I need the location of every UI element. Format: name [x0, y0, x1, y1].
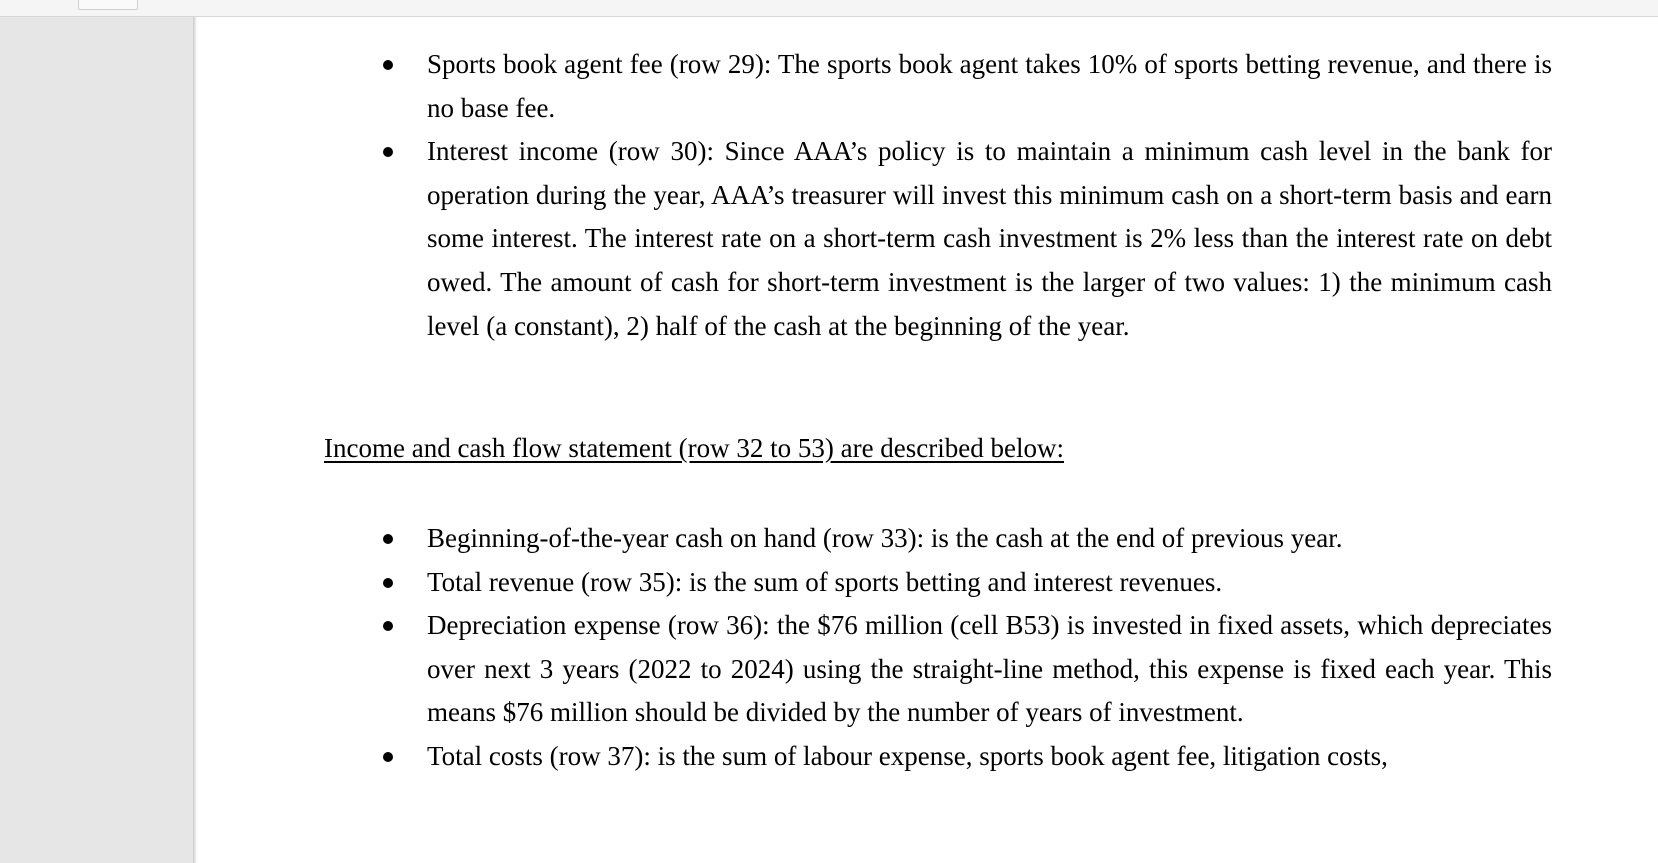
- bullet-list-bottom: [427, 517, 1552, 779]
- list-item-text: Interest income (row 30): Since AAA’s policy is to maintain a minimum cash level in the bank for operation during the year, AAA’s treasurer will invest this minimum cash on a short-term basis and earn some interest. The interest rate on a short-term cash investment is 2% less than the interest rate on debt owed. The amount of cash for short-term investment is the larger of two values: 1) the minimum cash level (a constant), 2) half of the cash at the beginning of the year.: [427, 136, 1552, 341]
- left-margin-area: [0, 17, 193, 863]
- list-item: [427, 735, 1552, 779]
- bullet-icon: [383, 534, 393, 544]
- list-item: [427, 604, 1552, 735]
- bullet-icon: [383, 147, 393, 157]
- bullet-icon: [383, 578, 393, 588]
- list-item-text: Beginning-of-the-year cash on hand (row 33): is the cash at the end of previous year.: [427, 523, 1343, 553]
- list-item: [427, 561, 1552, 605]
- section-heading: Income and cash flow statement (row 32 to 53) are described below:: [324, 433, 1064, 463]
- bullet-icon: [383, 752, 393, 762]
- toolbar-tab[interactable]: [78, 0, 138, 10]
- document-toolbar: [0, 0, 1658, 17]
- document-page: [197, 17, 1658, 863]
- list-item: [427, 130, 1552, 348]
- bullet-icon: [383, 60, 393, 70]
- list-item-text: Depreciation expense (row 36): the $76 million (cell B53) is invested in fixed assets, which depreciates over next 3 years (2022 to 2024) using the straight-line method, this expense is fixed each year. This means $76 million should be divided by the number of years of investment.: [427, 610, 1552, 728]
- list-item: [427, 517, 1552, 561]
- list-item-text: Total costs (row 37): is the sum of labour expense, sports book agent fee, litigation costs,: [427, 740, 1388, 771]
- list-item: [427, 43, 1552, 130]
- list-item-text: Sports book agent fee (row 29): The sports book agent takes 10% of sports betting revenue, and there is no base fee.: [427, 49, 1552, 123]
- bullet-icon: [383, 621, 393, 631]
- list-item-text: Total revenue (row 35): is the sum of sports betting and interest revenues.: [427, 566, 1223, 597]
- bullet-list-top: [427, 43, 1552, 348]
